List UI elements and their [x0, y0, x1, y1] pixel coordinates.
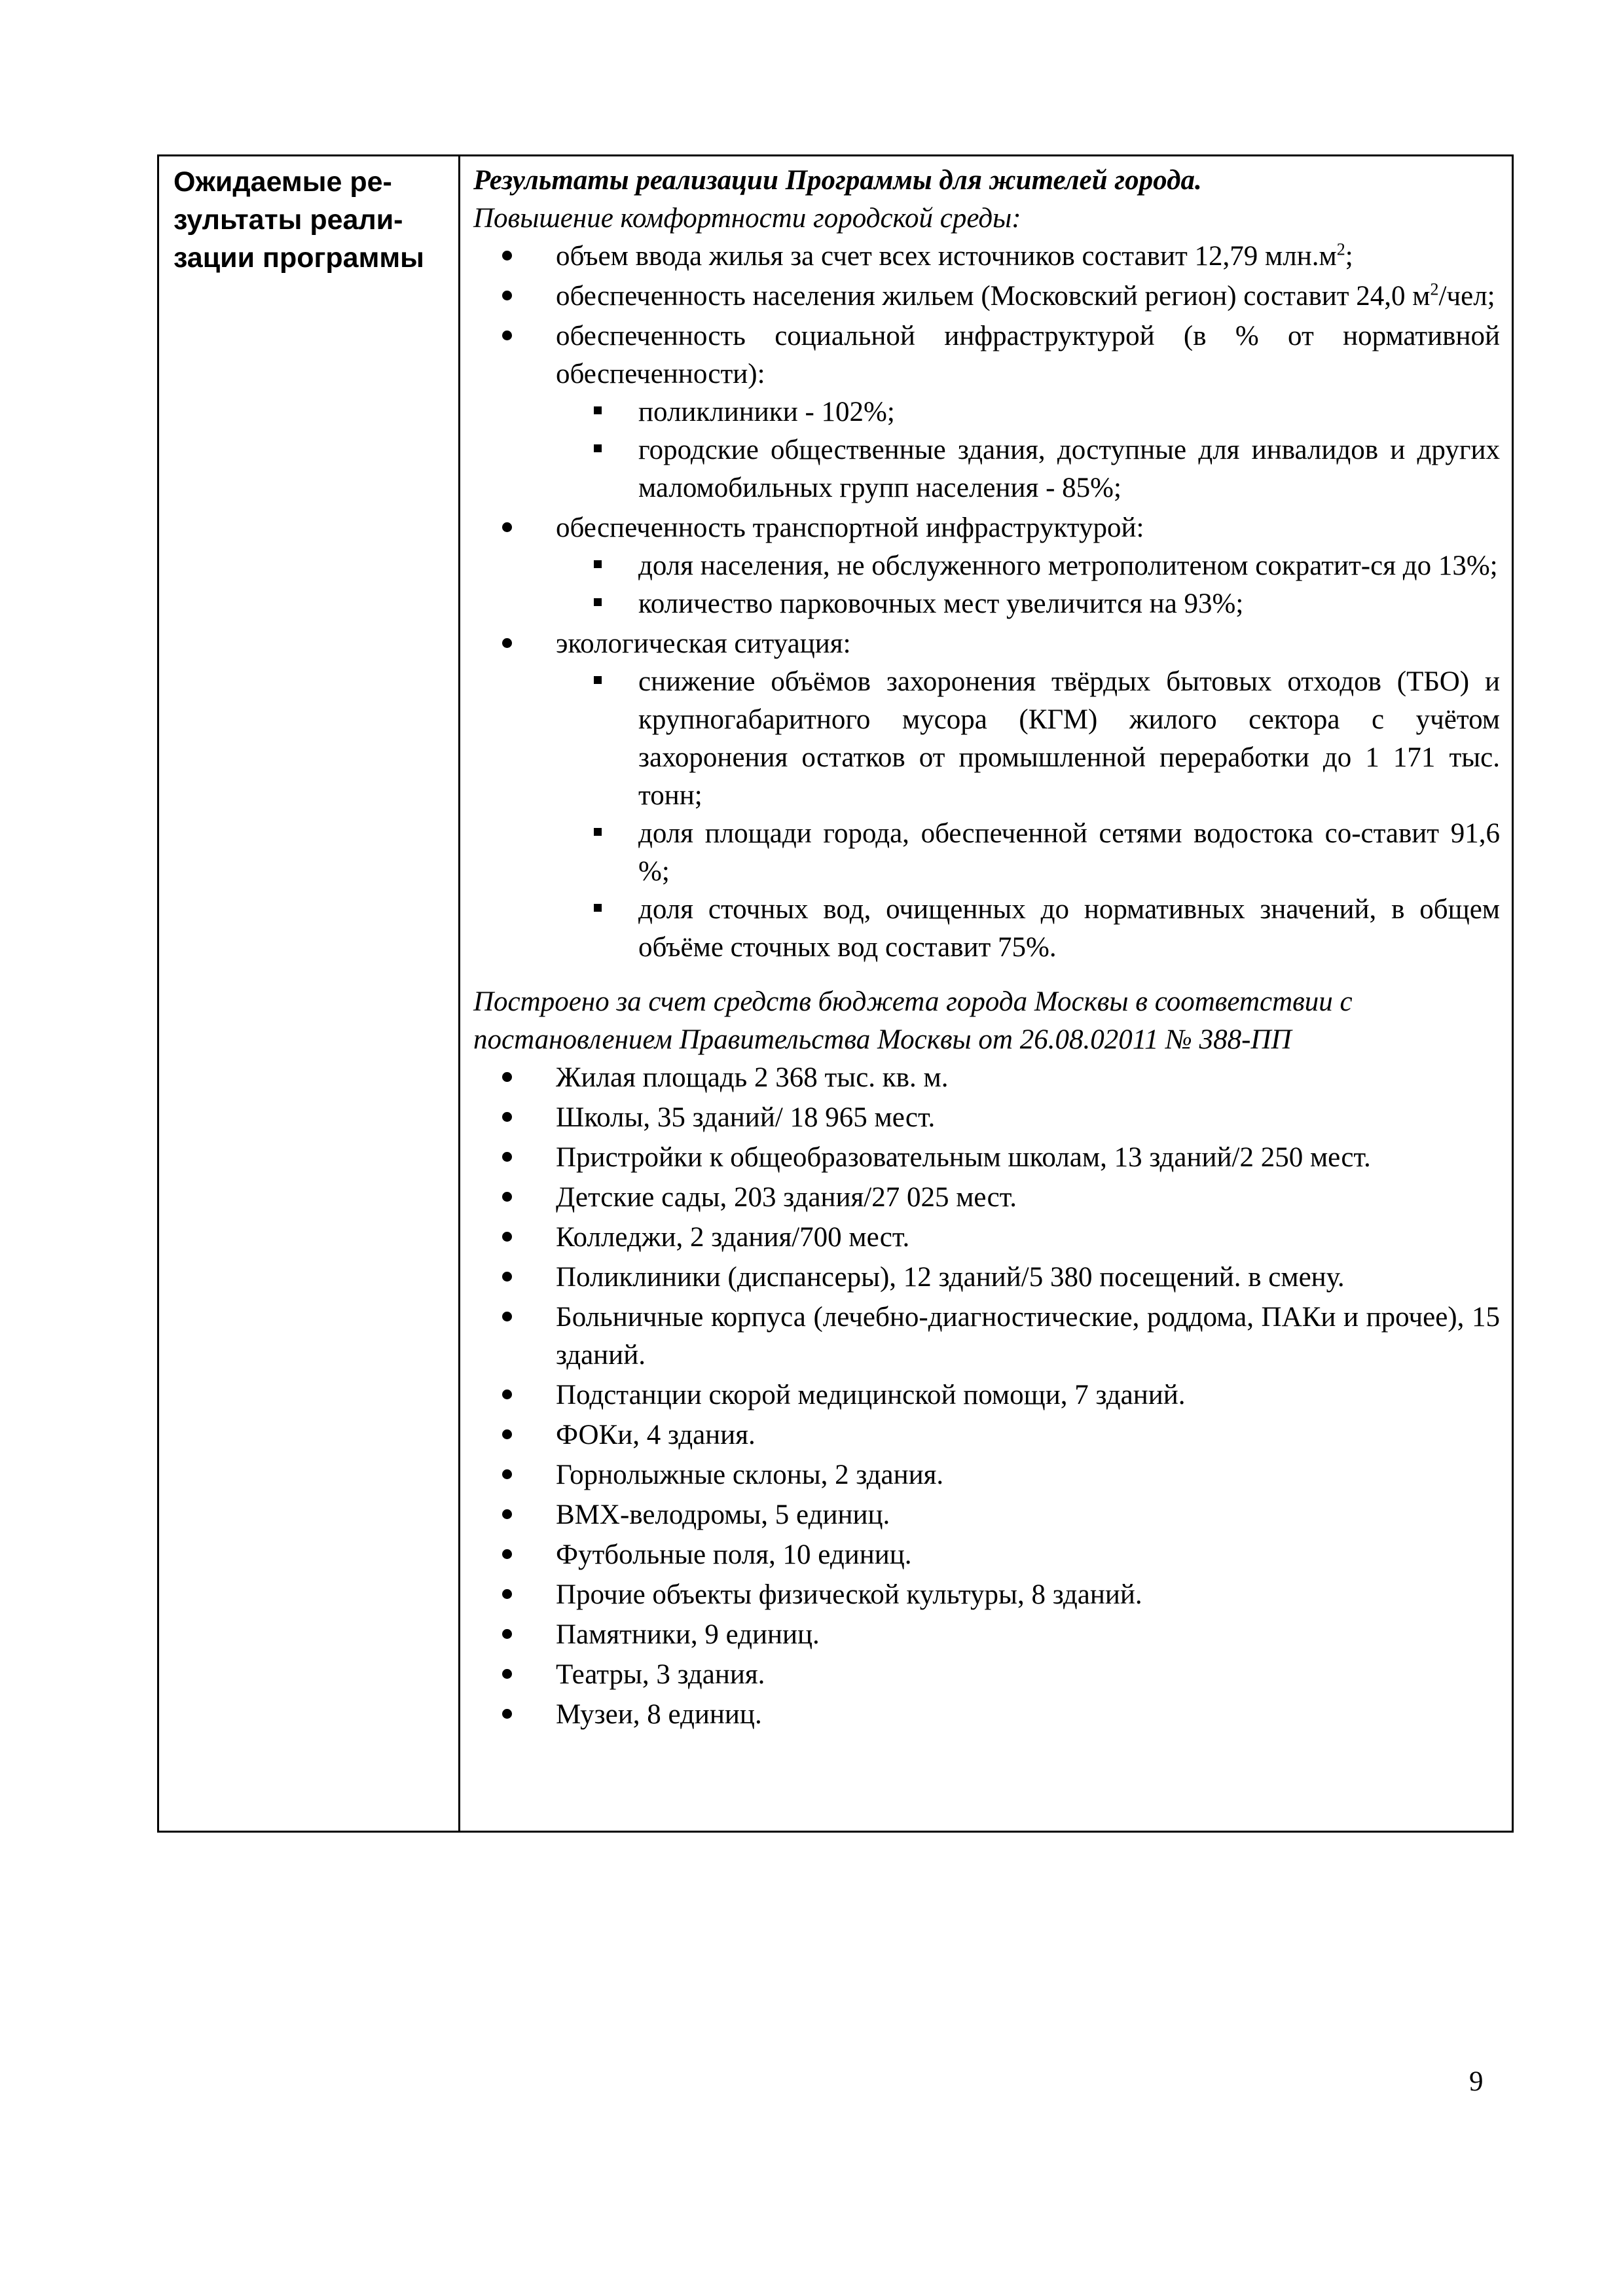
list-item: Подстанции скорой медицинской помощи, 7 зданий. [473, 1376, 1500, 1414]
list-item: Музеи, 8 единиц. [473, 1696, 1500, 1734]
square-bullet-icon [594, 828, 602, 836]
bullet-icon [502, 1312, 512, 1321]
bullet-icon [502, 1549, 512, 1559]
results-heading: Результаты реализации Программы для жителей города. [473, 165, 1202, 196]
bullet-icon [502, 1192, 512, 1202]
square-bullet-icon [594, 904, 602, 912]
square-bullet-icon [594, 598, 602, 606]
list-item: Жилая площадь 2 368 тыс. кв. м. [473, 1059, 1500, 1097]
list-item: Колледжи, 2 здания/700 мест. [473, 1219, 1500, 1257]
built-heading: Построено за счет средств бюджета города Москвы в соответствии с постановлением Правительства Москвы от 26.08.02011 № 388-ПП [473, 986, 1353, 1055]
table-right-cell [460, 156, 1512, 1831]
bullet-icon [502, 1429, 512, 1439]
sub-list-item: доля населения, не обслуженного метрополитеном сократит-ся до 13%; [556, 547, 1500, 585]
bullet-icon [502, 1390, 512, 1399]
list-item: Больничные корпуса (лечебно-диагностические, роддома, ПАКи и прочее), 15 зданий. [473, 1299, 1500, 1374]
bullet-icon [502, 638, 512, 648]
bullet-icon [502, 1232, 512, 1242]
list-item: Школы, 35 зданий/ 18 965 мест. [473, 1099, 1500, 1137]
results-subheading: Повышение комфортности городской среды: [473, 203, 1021, 234]
bullet-icon [502, 1152, 512, 1162]
bullet-icon [502, 1072, 512, 1082]
row-heading-line: Ожидаемые ре- [173, 166, 392, 198]
results-list [473, 238, 1500, 967]
bullet-icon [502, 331, 512, 340]
list-item: Горнолыжные склоны, 2 здания. [473, 1456, 1500, 1494]
bullet-icon [502, 1709, 512, 1719]
bullet-icon [502, 1629, 512, 1639]
bullet-icon [502, 1469, 512, 1479]
sub-list-item: количество парковочных мест увеличится на 93%; [556, 585, 1500, 623]
sub-list [556, 393, 1500, 507]
bullet-icon [502, 291, 512, 300]
list-item: обеспеченность населения жильем (Московский регион) составит 24,0 $м^2$/чел; [473, 278, 1500, 315]
bullet-icon [502, 1112, 512, 1122]
list-item: обеспеченность транспортной инфраструктурой: доля населения, не обслуженного метрополитеном сократит-ся до 13%; количество парковочных мест увеличится на 93%; [473, 509, 1500, 623]
sub-list-item: доля сточных вод, очищенных до нормативных значений, в общем объёме сточных вод составит 75%. [556, 891, 1500, 967]
list-item: Театры, 3 здания. [473, 1656, 1500, 1694]
square-bullet-icon [594, 444, 602, 452]
square-bullet-icon [594, 560, 602, 568]
table-left-cell [159, 156, 460, 1831]
list-item: Детские сады, 203 здания/27 025 мест. [473, 1179, 1500, 1217]
sub-list [556, 547, 1500, 623]
list-item: объем ввода жилья за счет всех источников составит 12,79 $млн.м^2$; [473, 238, 1500, 276]
row-heading-line: зации программы [173, 242, 424, 274]
bullet-icon [502, 522, 512, 532]
built-list [473, 1059, 1500, 1734]
sub-list-item: поликлиники - 102%; [556, 393, 1500, 431]
bullet-icon [502, 1669, 512, 1679]
bullet-icon [502, 1589, 512, 1599]
list-item: ФОКи, 4 здания. [473, 1416, 1500, 1454]
list-item: Футбольные поля, 10 единиц. [473, 1536, 1500, 1574]
list-item: ВМХ-велодромы, 5 единиц. [473, 1496, 1500, 1534]
program-table [157, 154, 1514, 1833]
bullet-icon [502, 251, 512, 260]
list-item: экологическая ситуация: снижение объёмов захоронения твёрдых бытовых отходов (ТБО) и крупногабаритного мусора (КГМ) жилого сектора с учётом захоронения остатков от промышленной переработки до 1 171 тыс. тонн; доля площади города, обеспеченной сетями водостока со-ставит 91,6 %; доля сточных вод, очищенных до нормативных значений, в общем объёме сточных вод составит 75%. [473, 625, 1500, 967]
row-heading-line: зультаты реали- [173, 204, 403, 236]
list-item: Поликлиники (диспансеры), 12 зданий/5 380 посещений. в смену. [473, 1259, 1500, 1297]
sub-list-item: городские общественные здания, доступные для инвалидов и других маломобильных групп населения - 85%; [556, 431, 1500, 507]
bullet-icon [502, 1272, 512, 1282]
page-number: 9 [1469, 2066, 1484, 2097]
list-item: Памятники, 9 единиц. [473, 1616, 1500, 1654]
list-item: Пристройки к общеобразовательным школам, 13 зданий/2 250 мест. [473, 1139, 1500, 1177]
sub-list [556, 663, 1500, 967]
row-heading [173, 163, 453, 277]
square-bullet-icon [594, 676, 602, 684]
sub-list-item: снижение объёмов захоронения твёрдых бытовых отходов (ТБО) и крупногабаритного мусора (КГМ) жилого сектора с учётом захоронения остатков от промышленной переработки до 1 171 тыс. тонн; [556, 663, 1500, 815]
square-bullet-icon [594, 406, 602, 414]
sub-list-item: доля площади города, обеспеченной сетями водостока со-ставит 91,6 %; [556, 815, 1500, 891]
list-item: Прочие объекты физической культуры, 8 зданий. [473, 1576, 1500, 1614]
bullet-icon [502, 1509, 512, 1519]
list-item: обеспеченность социальной инфраструктурой (в % от нормативной обеспеченности): поликлиники - 102%; городские общественные здания, доступные для инвалидов и других маломобильных групп населения - 85%; [473, 317, 1500, 507]
